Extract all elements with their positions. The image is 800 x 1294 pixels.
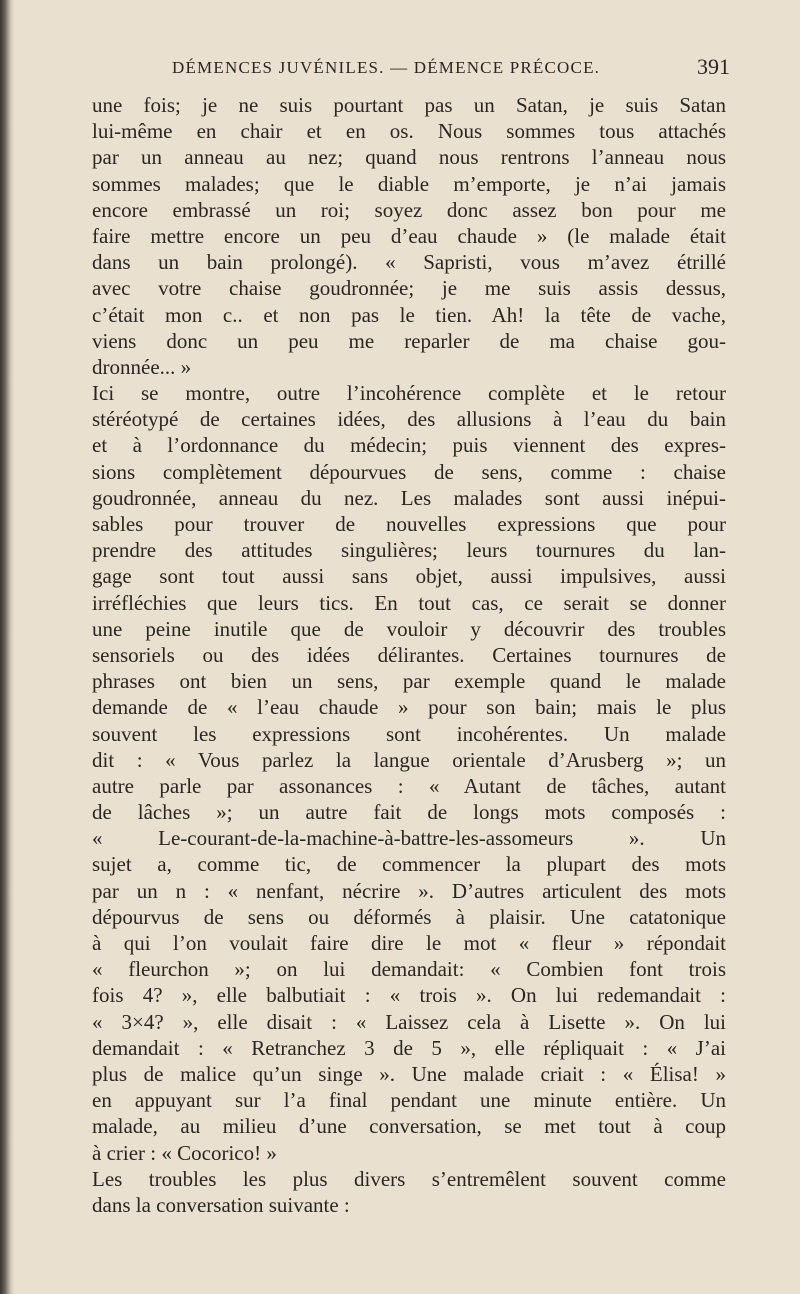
text-line: malade, au milieu d’une conversation, se met tout à coup [92,1114,726,1139]
text-line: « 3×4? », elle disait : « Laissez cela à Lisette ». On lui [92,1009,726,1034]
text-line: dépourvus de sens ou déformés à plaisir. Une catatonique [92,904,726,929]
text-line: sommes malades; que le diable m’emporte, je n’ai jamais [92,171,726,196]
text-line: souvent les expressions sont incohérentes. Un malade [92,721,726,746]
text-line: c’était mon c.. et non pas le tien. Ah! la tête de vache, [92,302,726,327]
text-line: sujet a, comme tic, de commencer la plupart des mots [92,852,726,877]
text-line: sions complètement dépourvues de sens, comme : chaise [92,459,726,484]
text-line: gage sont tout aussi sans objet, aussi impulsives, aussi [92,564,726,589]
text-line: dans la conversation suivante : [92,1192,350,1217]
text-line: « Le-courant-de-la-machine-à-battre-les-assomeurs ». Un [92,826,726,851]
text-line: sables pour trouver de nouvelles expressions que pour [92,512,726,536]
text-line: demandait : « Retranchez 3 de 5 », elle répliquait : « J’ai [92,1035,726,1060]
text-line: par un anneau au nez; quand nous rentrons l’anneau nous [92,145,726,170]
text-line: « fleurchon »; on lui demandait: « Combien font trois [92,957,726,982]
body-text [92,92,726,1218]
text-line: goudronnée, anneau du nez. Les malades sont aussi inépui- [92,485,726,510]
text-line: dronnée... » [92,354,192,379]
text-line: en appuyant sur l’a final pendant une minute entière. Un [92,1088,726,1113]
text-line: à qui l’on voulait faire dire le mot « fleur » répondait [92,931,726,955]
text-line: irréfléchies que leurs tics. En tout cas, ce serait se donner [92,590,726,615]
text-line: phrases ont bien un sens, par exemple quand le malade [92,669,726,694]
text-line: une fois; je ne suis pourtant pas un Satan, je suis Satan [92,93,726,117]
text-line: par un n : « nenfant, nécrire ». D’autres articulent des mots [92,878,726,903]
text-line: autre parle par assonances : « Autant de tâches, autant [92,773,726,798]
text-line: viens donc un peu me reparler de ma chaise gou- [92,328,726,353]
text-line: et à l’ordonnance du médecin; puis viennent des expres- [92,433,726,458]
text-line: de lâches »; un autre fait de longs mots composés : [92,800,726,825]
text-line: dans un bain prolongé). « Sapristi, vous m’avez étrillé [92,250,726,275]
text-line: prendre des attitudes singulières; leurs tournures du lan- [92,538,726,563]
text-line: sensoriels ou des idées délirantes. Certaines tournures de [92,642,726,667]
paragraph-start-line: Les troubles les plus divers s’entremêlent souvent comme [92,1166,726,1191]
page-number: 391 [697,54,730,79]
text-line: stéréotypé de certaines idées, des allusions à l’eau du bain [92,407,726,432]
text-line: plus de malice qu’un singe ». Une malade criait : « Élisa! » [92,1061,726,1086]
text-line: fois 4? », elle balbutiait : « trois ». On lui redemandait : [92,983,726,1008]
text-line: faire mettre encore un peu d’eau chaude » (le malade était [92,223,726,248]
text-line: à crier : « Cocorico! » [92,1140,277,1165]
paragraph-start-line: Ici se montre, outre l’incohérence complète et le retour [92,381,726,406]
text-line: demande de « l’eau chaude » pour son bain; mais le plus [92,695,726,720]
text-line: avec votre chaise goudronnée; je me suis assis dessus, [92,276,726,301]
running-head [92,56,730,86]
text-line: encore embrassé un roi; soyez donc assez bon pour me [92,197,726,222]
running-title: DÉMENCES JUVÉNILES. — DÉMENCE PRÉCOCE. [172,58,601,77]
text-line: une peine inutile que de vouloir y découvrir des troubles [92,616,726,641]
text-line: dit : « Vous parlez la langue orientale d’Arusberg »; un [92,747,726,772]
text-line: lui-même en chair et en os. Nous sommes tous attachés [92,119,726,144]
